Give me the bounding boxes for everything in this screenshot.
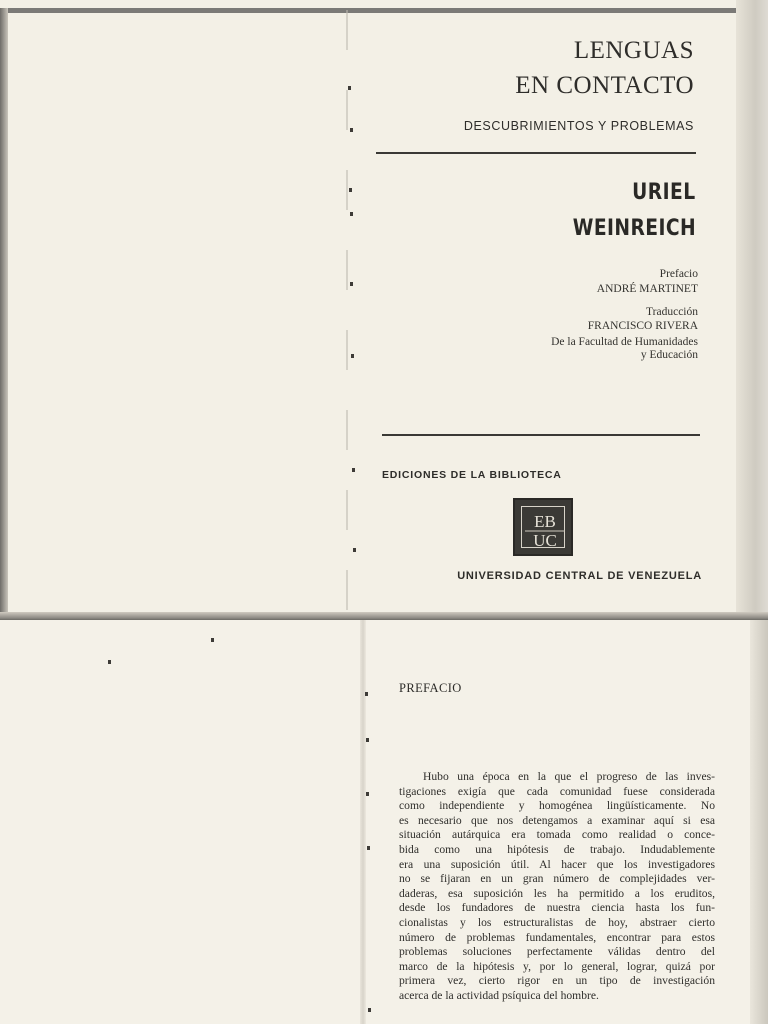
book-gutter: [346, 10, 348, 610]
preface-author: ANDRÉ MARTINET: [596, 283, 698, 295]
text-line: primera vez, cierto rigor en un tipo de investigación: [399, 974, 715, 988]
svg-text:UC: UC: [533, 531, 557, 550]
scan-right-edge: [736, 0, 768, 612]
text-line: era una suposición útil. Al hacer que los investigadores: [399, 857, 715, 871]
book-title-line-1: LENGUAS: [573, 37, 694, 64]
author-first-name: URIEL: [632, 180, 696, 205]
gutter-mark: [348, 86, 351, 90]
text-line: tigaciones exigía que cada comunidad fuese considerada: [399, 784, 715, 798]
text-line: bida como una hipótesis de trabajo. Indudablemente: [399, 842, 715, 856]
gutter-mark: [349, 188, 352, 192]
author-last-name: WEINREICH: [572, 216, 696, 241]
university-name: UNIVERSIDAD CENTRAL DE VENEZUELA: [457, 570, 702, 582]
title-divider: [376, 152, 696, 154]
text-line: es necesario que nos detengamos a examinar aquí si esa: [399, 813, 715, 827]
text-line: problemas soluciones perfectamente válidas dentro del: [399, 945, 715, 959]
translator-affiliation-line-1: De la Facultad de Humanidades: [551, 336, 698, 348]
gutter-mark: [351, 354, 354, 358]
text-line: no se fijaran en un gran número de complejidades ver-: [399, 872, 715, 886]
gutter-mark: [350, 282, 353, 286]
gutter-mark: [353, 548, 356, 552]
page-speck: [108, 660, 111, 664]
text-line: como independiente y homogénea lingüísticamente. No: [399, 799, 715, 813]
book-subtitle: DESCUBRIMIENTOS Y PROBLEMAS: [463, 119, 694, 133]
text-line: desde los fundadores de nuestra ciencia hasta los fun-: [399, 901, 715, 915]
preface-heading: PREFACIO: [399, 681, 462, 695]
gutter-mark: [352, 468, 355, 472]
gutter-mark: [368, 1008, 371, 1012]
preface-page-spread: [0, 620, 768, 1024]
book-gutter: [360, 620, 366, 1024]
publisher-name: EDICIONES DE LA BIBLIOTECA: [382, 469, 562, 481]
text-line: acerca de la actividad psíquica del hombre.: [399, 988, 599, 1002]
scan-left-edge: [0, 8, 8, 612]
text-line: daderas, esa suposición les ha permitido a los eruditos,: [399, 886, 715, 900]
gutter-mark: [350, 212, 353, 216]
preface-label: Prefacio: [659, 268, 698, 280]
page-speck: [211, 638, 214, 642]
text-line: marco de la hipótesis y, por lo general, lograr, quizá por: [399, 959, 715, 973]
scan-top-edge: [0, 8, 738, 13]
gutter-mark: [365, 692, 368, 696]
translator-affiliation-line-2: y Educación: [640, 349, 698, 361]
text-line: cionalistas y los estructuralistas de hoy, abstraer cierto: [399, 915, 715, 929]
text-line: Hubo una época en la que el progreso de las inves-: [423, 770, 715, 783]
preface-body: [399, 770, 715, 1004]
svg-text:EB: EB: [534, 512, 556, 531]
book-title-line-2: EN CONTACTO: [515, 72, 694, 99]
gutter-mark: [366, 792, 369, 796]
gutter-mark: [366, 738, 369, 742]
publisher-logo: [513, 498, 573, 556]
translation-label: Traducción: [646, 306, 698, 318]
text-line: número de problemas fundamentales, encontrar para estos: [399, 930, 715, 944]
gutter-mark: [350, 128, 353, 132]
scan-right-edge: [750, 620, 768, 1024]
text-line: situación autárquica era tomada como realidad o conce-: [399, 828, 715, 842]
ebuc-monogram-icon: [515, 500, 575, 558]
publisher-divider: [382, 434, 700, 436]
translator-name: FRANCISCO RIVERA: [587, 320, 698, 332]
gutter-mark: [367, 846, 370, 850]
